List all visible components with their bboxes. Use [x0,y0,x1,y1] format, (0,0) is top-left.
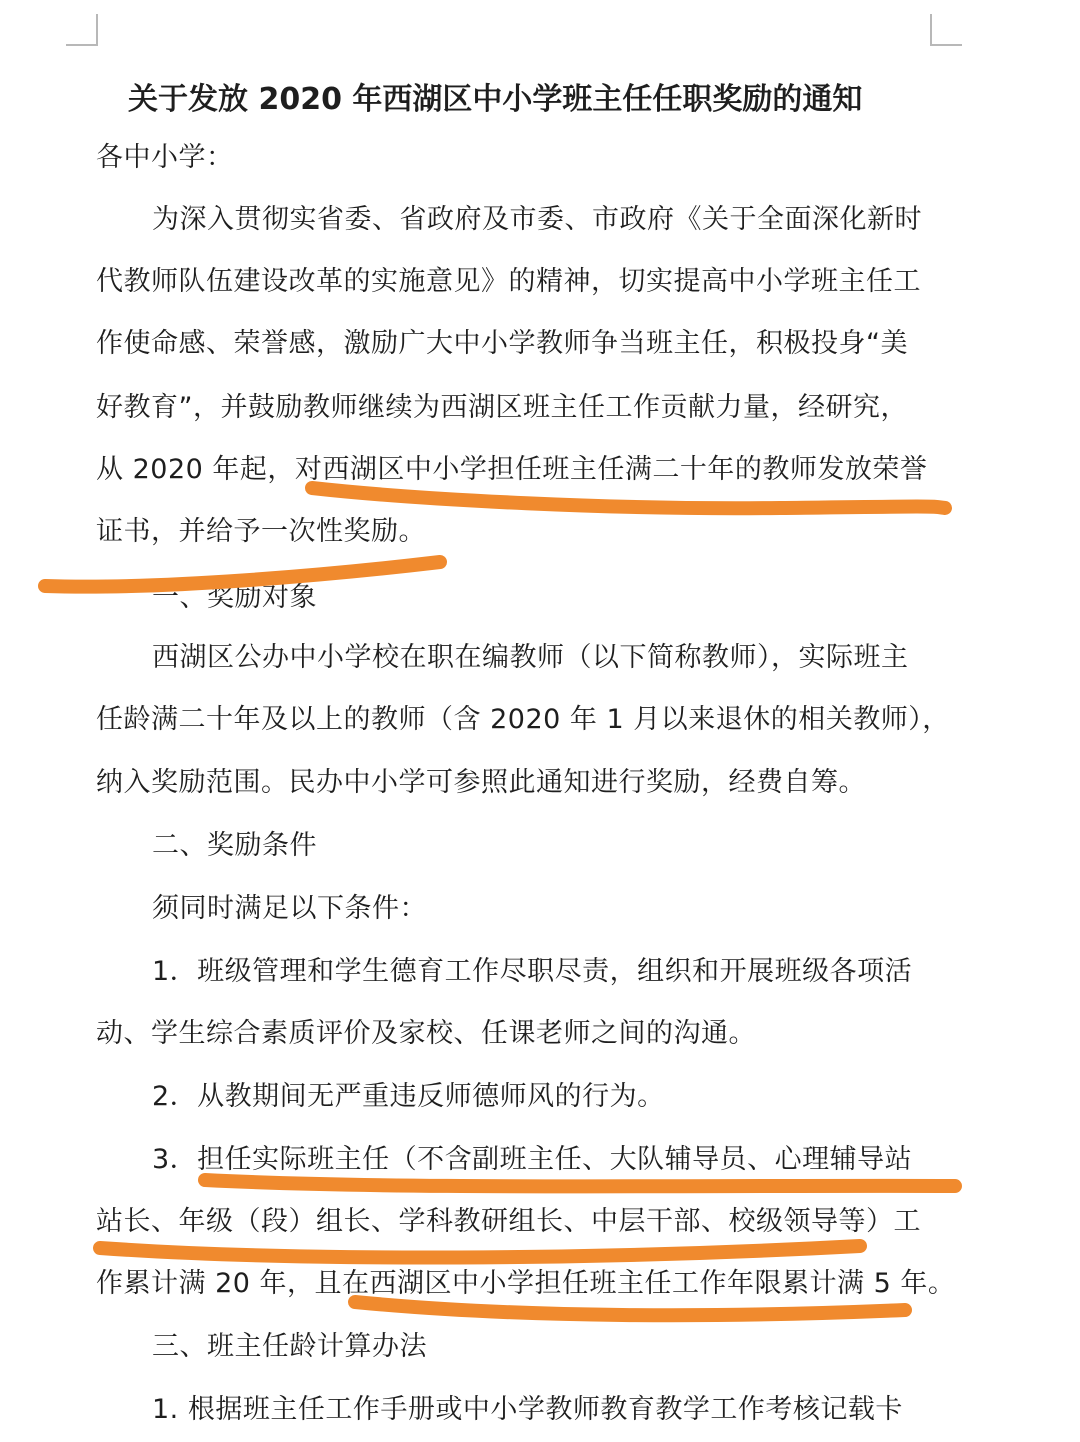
list-item: 2．从教期间无严重违反师德师风的行为。 [152,1081,665,1112]
orange-underline-stroke [205,1180,955,1186]
paragraph-line: 纳入奖励范围。民办中小学可参照此通知进行奖励，经费自筹。 [96,767,866,798]
page-corner-mark [66,14,98,46]
list-item-continued: 动、学生综合素质评价及家校、任课老师之间的沟通。 [96,1018,756,1049]
paragraph-line: 好教育”，并鼓励教师继续为西湖区班主任工作贡献力量，经研究， [96,392,908,423]
section-heading: 一、奖励对象 [152,582,317,613]
list-item-continued: 站长、年级（段）组长、学科教研组长、中层干部、校级领导等）工 [96,1206,921,1237]
paragraph-line: 代教师队伍建设改革的实施意见》的精神，切实提高中小学班主任工 [96,266,921,297]
orange-underline-stroke [100,1246,860,1258]
paragraph-line: 作使命感、荣誉感，激励广大中小学教师争当班主任，积极投身“美 [96,328,908,359]
document-title: 关于发放 2020 年西湖区中小学班主任任职奖励的通知 [128,82,863,117]
paragraph-line: 西湖区公办中小学校在职在编教师（以下简称教师），实际班主 [152,642,909,673]
page-corner-mark [930,14,962,46]
paragraph-line: 为深入贯彻实省委、省政府及市委、市政府《关于全面深化新时 [152,204,922,235]
list-item: 3．担任实际班主任（不含副班主任、大队辅导员、心理辅导站 [152,1144,913,1175]
list-item-continued: 作累计满 20 年，且在西湖区中小学担任班主任工作年限累计满 5 年。 [96,1268,956,1299]
paragraph-line: 须同时满足以下条件： [152,893,427,924]
list-item: 1. 根据班主任工作手册或中小学教师教育教学工作考核记载卡 [152,1394,903,1425]
paragraph-line: 任龄满二十年及以上的教师（含 2020 年 1 月以来退休的相关教师）， [96,704,950,735]
paragraph-line: 证书，并给予一次性奖励。 [96,516,426,547]
section-heading: 二、奖励条件 [152,830,317,861]
section-heading: 三、班主任龄计算办法 [152,1331,427,1362]
list-item: 1．班级管理和学生德育工作尽职尽责，组织和开展班级各项活 [152,956,913,987]
salutation: 各中小学： [96,142,234,173]
orange-underline-stroke [312,488,945,508]
paragraph-line: 从 2020 年起，对西湖区中小学担任班主任满二十年的教师发放荣誉 [96,454,928,485]
